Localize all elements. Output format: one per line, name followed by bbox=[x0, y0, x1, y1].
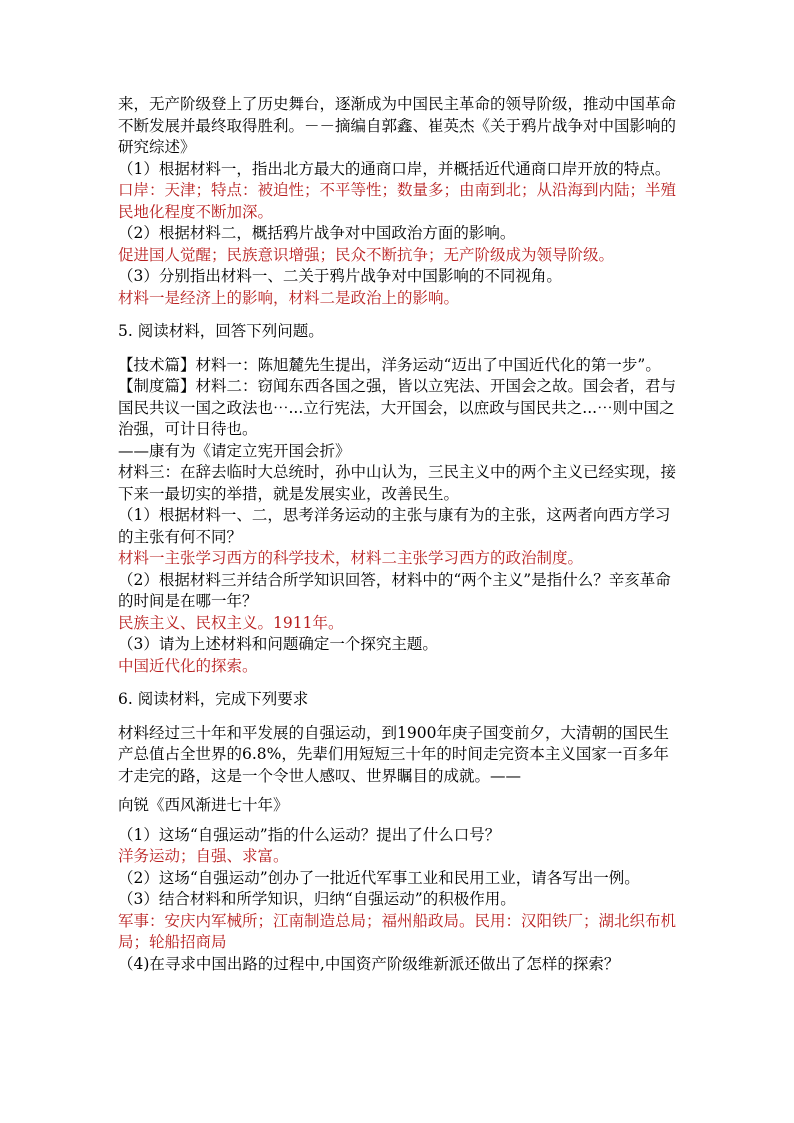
q6-sub1-question: （1）这场“自强运动”指的什么运动？提出了什么口号？ bbox=[118, 825, 501, 844]
q5-sub2-answer: 民族主义、民权主义。1911年。 bbox=[118, 613, 344, 632]
q4-sub1-question: （1）根据材料一，指出北方最大的通商口岸，并概括近代通商口岸开放的特点。 bbox=[118, 159, 671, 178]
q4-sub1-answer: 口岸：天津；特点：被迫性；不平等性；数量多；由南到北；从沿海到内陆；半殖民地化程度不断加深。 bbox=[118, 181, 677, 221]
q4-sub3-question: （3）分别指出材料一、二关于鸦片战争对中国影响的不同视角。 bbox=[118, 267, 562, 285]
q5-sub1-answer: 材料一主张学习西方的科学技术，材料二主张学习西方的政治制度。 bbox=[118, 549, 584, 567]
q5-sub3-answer: 中国近代化的探索。 bbox=[118, 656, 258, 675]
document-page bbox=[118, 94, 678, 975]
q6-sub3-answer: 军事：安庆内军械所；江南制造总局；福州船政局。民用：汉阳铁厂；湖北织布机局；轮船招商局 bbox=[118, 911, 677, 951]
q4-sub3-answer: 材料一是经济上的影响，材料二是政治上的影响。 bbox=[118, 288, 460, 307]
q5-material-3: 材料三：在辞去临时大总统时，孙中山认为，三民主义中的两个主义已经实现，接下来一最切实的举措，就是发展实业，改善民生。 bbox=[118, 463, 677, 503]
q5-sub2-question: （2）根据材料三并结合所学知识回答，材料中的“两个主义”是指什么？辛亥革命的时间是在哪一年？ bbox=[118, 570, 671, 610]
q6-sub4-question: （4)在寻求中国出路的过程中,中国资产阶级维新派还做出了怎样的探索？ bbox=[118, 954, 620, 973]
q4-sub2-answer: 促进国人觉醒；民族意识增强；民众不断抗争；无产阶级成为领导阶级。 bbox=[118, 245, 615, 264]
q6-material: 材料经过三十年和平发展的自强运动，到1900年庚子国变前夕，大清朝的国民生产总值占全世界的6.8%，先辈们用短短三十年的时间走完资本主义国家一百多年才走完的路，这是一个令世人感叹、世界瞩目的成就。—— bbox=[118, 723, 669, 785]
q5-material-2: 【制度篇】材料二：窃闻东西各国之强，皆以立宪法、开国会之故。国会者，君与国民共议一国之政法也⋯...立行宪法，大开国会，以庶政与国民共之...⋯则中国之治强，可计日待也。 bbox=[118, 377, 677, 438]
q5-sub3-question: （3）请为上述材料和问题确定一个探究主题。 bbox=[118, 635, 438, 653]
q6-heading: 6. 阅读材料，完成下列要求 bbox=[118, 690, 309, 708]
q6-sub2-question: （2）这场“自强运动”创办了一批近代军事工业和民用工业，请各写出一例。 bbox=[118, 868, 640, 887]
q5-heading: 5. 阅读材料，回答下列问题。 bbox=[118, 322, 324, 340]
q4-material-text: 来，无产阶级登上了历史舞台，逐渐成为中国民主革命的领导阶级，推动中国革命不断发展并最终取得胜利。－－摘编自郭鑫、崔英杰《关于鸦片战争对中国影响的研究综述》 bbox=[118, 95, 677, 156]
q5-material-1: 【技术篇】材料一：陈旭麓先生提出，洋务运动“迈出了中国近代化的第一步”。 bbox=[118, 355, 661, 374]
q4-sub2-question: （2）根据材料二，概括鸦片战争对中国政治方面的影响。 bbox=[118, 224, 516, 242]
q6-sub3-question: （3）结合材料和所学知识，归纳“自强运动”的积极作用。 bbox=[118, 890, 516, 908]
q5-material-2-source: ——康有为《请定立宪开国会折》 bbox=[118, 441, 351, 460]
q5-sub1-question: （1）根据材料一、二，思考洋务运动的主张与康有为的主张，这两者向西方学习的主张有何不同？ bbox=[118, 506, 671, 546]
q6-sub1-answer: 洋务运动；自强、求富。 bbox=[118, 847, 289, 865]
q6-material-source: 向锐《西风渐进七十年》 bbox=[118, 796, 289, 814]
